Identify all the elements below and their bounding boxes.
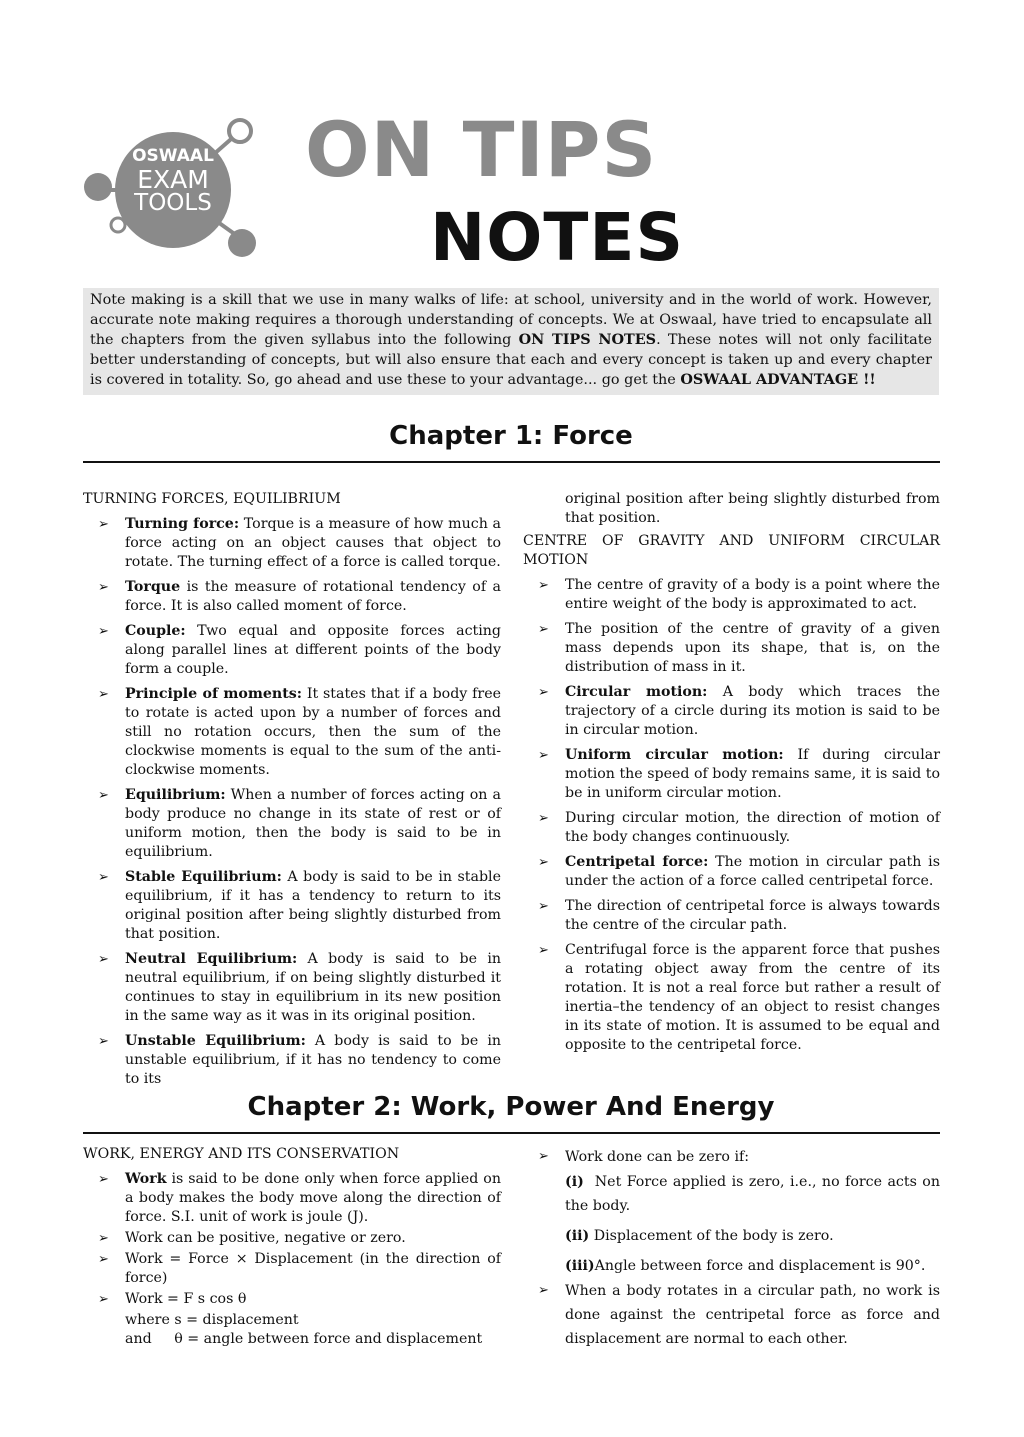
item-text: A body which traces the trajectory of a circle during its motion is said to be in circular motion. bbox=[565, 684, 941, 738]
item-text: The position of the centre of gravity of a given mass depends upon its shape, that is, on the distribution of mass in it. bbox=[565, 621, 940, 675]
list-item bbox=[523, 683, 940, 740]
list-item bbox=[83, 950, 501, 1026]
title-on-tips: ON TIPS bbox=[305, 105, 658, 194]
arrow-bullet-icon: ➢ bbox=[98, 870, 109, 885]
item-text: Centrifugal force is the apparent force that pushes a rotating object away from the centre of its rotation. It is not a real force but rather a result of inertia–the tendency of an object to resist changes in its state of motion. It is assumed to be equal and opposite to the centripetal force. bbox=[565, 942, 940, 1053]
where-line-2: and θ = angle between force and displacement bbox=[125, 1331, 483, 1347]
item-term: Couple: bbox=[125, 623, 186, 639]
arrow-bullet-icon: ➢ bbox=[538, 811, 549, 826]
item-text: When a body rotates in a circular path, no work is done against the centripetal force as force and displacement are normal to each other. bbox=[565, 1283, 940, 1347]
sub-item bbox=[523, 1170, 945, 1218]
item-text: During circular motion, the direction of motion of the body changes continuously. bbox=[565, 810, 940, 845]
chapter-2-rule bbox=[83, 1132, 940, 1134]
logo-text-3: TOOLS bbox=[134, 190, 212, 216]
section-heading: WORK, ENERGY AND ITS CONSERVATION bbox=[83, 1146, 400, 1162]
arrow-bullet-icon: ➢ bbox=[98, 1292, 109, 1307]
item-text: The motion in circular path is under the action of a force called centripetal force. bbox=[565, 854, 940, 889]
intro-box bbox=[83, 288, 939, 395]
arrow-bullet-icon: ➢ bbox=[538, 899, 549, 914]
list-item bbox=[83, 1229, 501, 1248]
arrow-bullet-icon: ➢ bbox=[98, 517, 109, 532]
intro-text-1: Note making is a skill that we use in many walks of life: at school, university and in the world of work. However, accurate note making requires a thorough understanding of concepts. We at Oswaal, have tried to encapsulate all the chapters from the given syllabus into the following bbox=[90, 292, 932, 348]
intro-text-2: . These notes will not only facilitate better understanding of concepts, but will also ensure that each and every concept is taken up and every chapter is covered in totality. So, go ahead and use these to your advantage... go get the bbox=[90, 332, 932, 388]
chapter-2-left-column bbox=[83, 1145, 501, 1349]
list-item bbox=[83, 868, 501, 944]
item-text: is the measure of rotational tendency of a force. It is also called moment of force. bbox=[125, 579, 501, 614]
item-text: It states that if a body free to rotate is acted upon by a number of forces and still no rotation occurs, then the sum of the clockwise moments is equal to the sum of the anti-clockwise moments. bbox=[125, 686, 501, 778]
item-text: A body is said to be in neutral equilibrium, if on being slightly disturbed it continues to stay in equilibrium in its new position in the same way as it was in its original position. bbox=[125, 951, 501, 1024]
sub-item bbox=[523, 1224, 940, 1248]
item-text: A body is said to be in stable equilibrium, if it has a tendency to return to its original position after being slightly disturbed from that position. bbox=[125, 869, 501, 942]
item-text: The centre of gravity of a body is a point where the entire weight of the body is approximated to act. bbox=[565, 577, 940, 612]
item-text: Work done can be zero if: bbox=[565, 1149, 750, 1165]
item-term: Principle of moments: bbox=[125, 686, 302, 702]
list-item bbox=[523, 746, 940, 803]
sub-item-label: (ii) bbox=[565, 1228, 590, 1244]
chapter-2-title: Chapter 2: Work, Power And Energy bbox=[247, 1092, 775, 1122]
arrow-bullet-icon: ➢ bbox=[98, 952, 109, 967]
arrow-bullet-icon: ➢ bbox=[98, 580, 109, 595]
bullet-list bbox=[523, 576, 940, 1055]
sub-item-label: (iii) bbox=[565, 1258, 595, 1274]
oswaal-logo bbox=[78, 115, 263, 265]
sub-item-label: (i) bbox=[565, 1174, 584, 1190]
arrow-bullet-icon: ➢ bbox=[98, 624, 109, 639]
item-text: Work can be positive, negative or zero. bbox=[125, 1230, 406, 1246]
sub-item-text: Angle between force and displacement is 90°. bbox=[594, 1258, 926, 1274]
item-term: Neutral Equilibrium: bbox=[125, 951, 298, 967]
item-term: Work bbox=[125, 1171, 167, 1187]
sub-item-text: Displacement of the body is zero. bbox=[589, 1228, 834, 1244]
list-item bbox=[83, 685, 501, 780]
chapter-1-right-column bbox=[523, 490, 940, 1061]
item-text: If during circular motion the speed of body remains same, it is said to be in uniform circular motion. bbox=[565, 747, 940, 801]
list-item bbox=[523, 809, 940, 847]
item-text: A body is said to be in unstable equilibrium, if it has no tendency to come to its bbox=[125, 1033, 501, 1087]
sub-item-text: Net Force applied is zero, i.e., no force acts on the body. bbox=[565, 1174, 945, 1214]
list-item bbox=[83, 622, 501, 679]
arrow-bullet-icon: ➢ bbox=[98, 1034, 109, 1049]
intro-bold-2: OSWAAL ADVANTAGE !! bbox=[680, 371, 876, 388]
list-item bbox=[523, 576, 940, 614]
arrow-bullet-icon: ➢ bbox=[538, 622, 549, 637]
chapter-1-left-column bbox=[83, 490, 501, 1095]
list-item bbox=[523, 1279, 940, 1351]
list-item bbox=[523, 853, 940, 891]
list-item bbox=[523, 897, 940, 935]
chapter-2-right-column bbox=[523, 1145, 945, 1357]
bullet-list bbox=[83, 515, 501, 1089]
item-term: Torque bbox=[125, 579, 181, 595]
arrow-bullet-icon: ➢ bbox=[538, 685, 549, 700]
arrow-bullet-icon: ➢ bbox=[98, 1252, 109, 1267]
arrow-bullet-icon: ➢ bbox=[538, 578, 549, 593]
list-item bbox=[523, 1145, 940, 1169]
arrow-bullet-icon: ➢ bbox=[538, 943, 549, 958]
bullet-list bbox=[523, 1279, 940, 1351]
list-item bbox=[83, 578, 501, 616]
logo-text-1: OSWAAL bbox=[132, 146, 214, 166]
section-heading: CENTRE OF GRAVITY AND UNIFORM CIRCULAR MOTION bbox=[523, 533, 940, 568]
arrow-bullet-icon: ➢ bbox=[538, 1283, 549, 1298]
item-term: Centripetal force: bbox=[565, 854, 709, 870]
bullet-list bbox=[83, 1170, 501, 1309]
chapter-1-rule bbox=[83, 461, 940, 463]
continued-text: original position after being slightly disturbed from that position. bbox=[565, 491, 940, 526]
list-item bbox=[83, 1170, 501, 1227]
sub-item bbox=[523, 1254, 940, 1278]
arrow-bullet-icon: ➢ bbox=[98, 1172, 109, 1187]
list-item bbox=[83, 1250, 501, 1288]
intro-bold-1: ON TIPS NOTES bbox=[518, 331, 657, 348]
list-item bbox=[83, 1290, 501, 1309]
list-item bbox=[523, 620, 940, 677]
item-text: When a number of forces acting on a body produce no change in its state of rest or of uniform motion, then the body is said to be in equilibrium. bbox=[125, 787, 501, 860]
item-text: The direction of centripetal force is always towards the centre of the circular path. bbox=[565, 898, 940, 933]
logo-text-2: EXAM bbox=[137, 165, 209, 194]
work-formula: Work = F s cos θ bbox=[125, 1291, 247, 1307]
item-text: Two equal and opposite forces acting along parallel lines at different points of the body form a couple. bbox=[125, 623, 501, 677]
item-term: Unstable Equilibrium: bbox=[125, 1033, 306, 1049]
arrow-bullet-icon: ➢ bbox=[98, 788, 109, 803]
item-term: Equilibrium: bbox=[125, 787, 226, 803]
chapter-1-title: Chapter 1: Force bbox=[389, 421, 633, 451]
item-text: Torque is a measure of how much a force acting on an object causes that object to rotate. The turning effect of a force is called torque. bbox=[125, 516, 501, 570]
item-term: Circular motion: bbox=[565, 684, 708, 700]
item-term: Turning force: bbox=[125, 516, 240, 532]
where-line-1: where s = displacement bbox=[125, 1312, 299, 1328]
bullet-list bbox=[523, 1145, 940, 1169]
arrow-bullet-icon: ➢ bbox=[538, 855, 549, 870]
arrow-bullet-icon: ➢ bbox=[98, 687, 109, 702]
item-term: Uniform circular motion: bbox=[565, 747, 784, 763]
title-notes: NOTES bbox=[430, 199, 684, 276]
list-item bbox=[523, 941, 940, 1055]
section-heading: TURNING FORCES, EQUILIBRIUM bbox=[83, 491, 341, 507]
list-item bbox=[83, 1032, 501, 1089]
list-item bbox=[83, 515, 501, 572]
item-term: Stable Equilibrium: bbox=[125, 869, 282, 885]
item-text: is said to be done only when force applied on a body makes the body move along the direction of force. S.I. unit of work is joule (J). bbox=[125, 1171, 501, 1225]
arrow-bullet-icon: ➢ bbox=[538, 1149, 549, 1164]
list-item bbox=[83, 786, 501, 862]
arrow-bullet-icon: ➢ bbox=[538, 748, 549, 763]
item-text: Work = Force × Displacement (in the direction of force) bbox=[125, 1251, 501, 1286]
arrow-bullet-icon: ➢ bbox=[98, 1231, 109, 1246]
